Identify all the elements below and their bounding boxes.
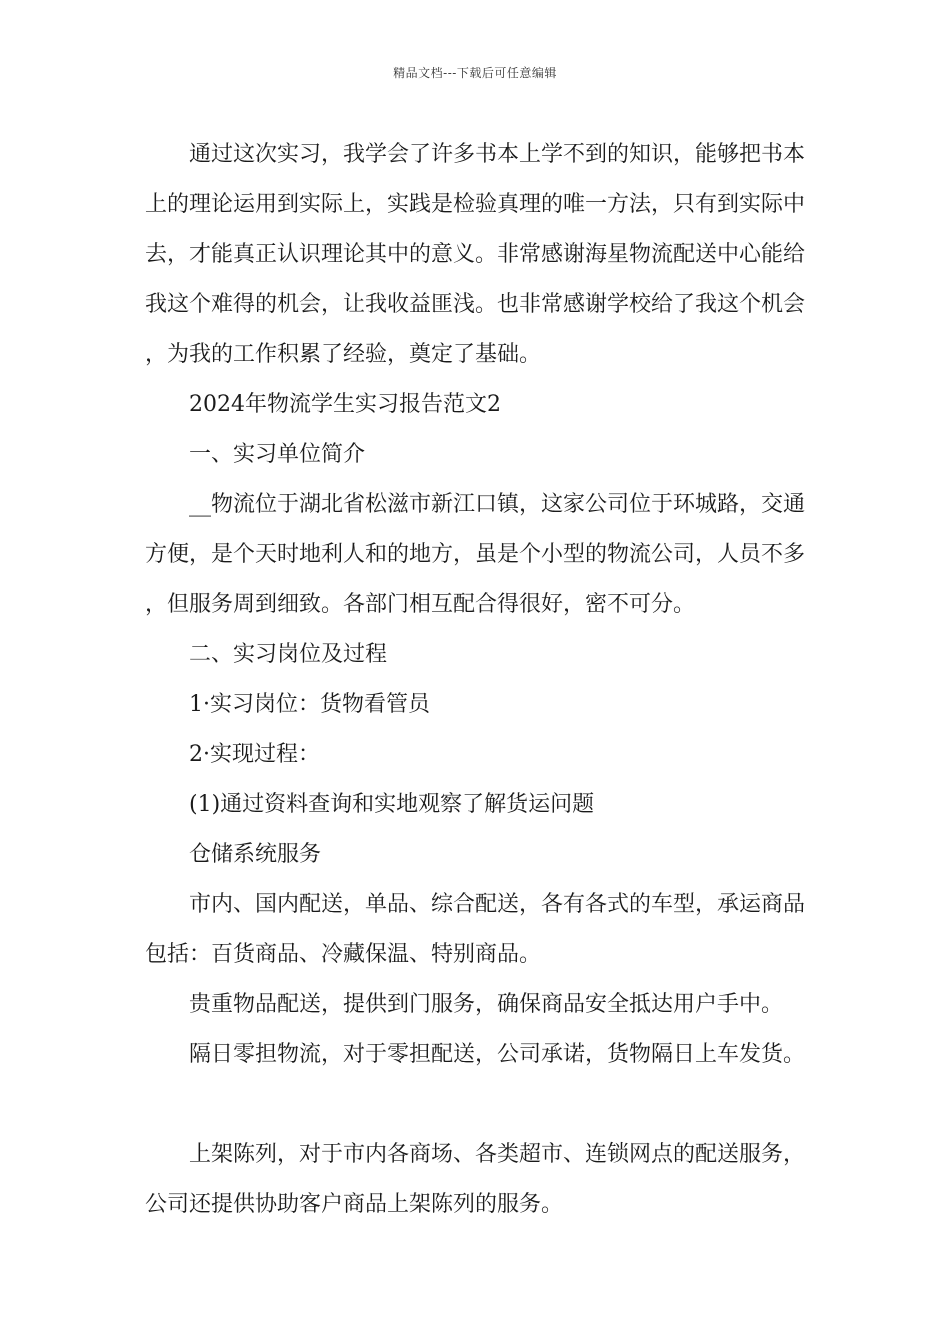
blank-line (145, 1080, 825, 1130)
paragraph-valuables: 贵重物品配送，提供到门服务，确保商品安全抵达用户手中。 (189, 992, 784, 1017)
page-header: 精品文档---下载后可任意编辑 (393, 66, 557, 80)
document-body (145, 130, 825, 1230)
paragraph-delivery: 市内、国内配送，单品、综合配送，各有各式的车型，承运商品包括：百货商品、冷藏保温、特别商品。 (145, 892, 806, 967)
paragraph-company-intro: __物流位于湖北省松滋市新江口镇，这家公司位于环城路，交通方便，是个天时地利人和的地方，虽是个小型的物流公司，人员不多，但服务周到细致。各部门相互配合得很好，密不可分。 (145, 492, 806, 617)
paragraph-shelving: 上架陈列，对于市内各商场、各类超市、连锁网点的配送服务，公司还提供协助客户商品上架陈列的服务。 (145, 1142, 806, 1217)
list-item-process: 2·实现过程： (189, 742, 320, 767)
subheading-warehouse: 仓储系统服务 (189, 842, 322, 867)
section-title: 2024年物流学生实习报告范文2 (189, 392, 501, 417)
heading-company-intro: 一、实习单位简介 (189, 442, 366, 467)
heading-position-process: 二、实习岗位及过程 (189, 642, 388, 667)
paragraph-conclusion: 通过这次实习，我学会了许多书本上学不到的知识，能够把书本上的理论运用到实际上，实践是检验真理的唯一方法，只有到实际中去，才能真正认识理论其中的意义。非常感谢海星物流配送中心能给我这个难得的机会，让我收益匪浅。也非常感谢学校给了我这个机会，为我的工作积累了经验，奠定了基础。 (145, 142, 806, 367)
list-item-position: 1·实习岗位：货物看管员 (189, 692, 430, 717)
list-item-research: (1)通过资料查询和实地观察了解货运问题 (189, 792, 595, 817)
paragraph-ltl: 隔日零担物流，对于零担配送，公司承诺，货物隔日上车发货。 (189, 1042, 806, 1067)
